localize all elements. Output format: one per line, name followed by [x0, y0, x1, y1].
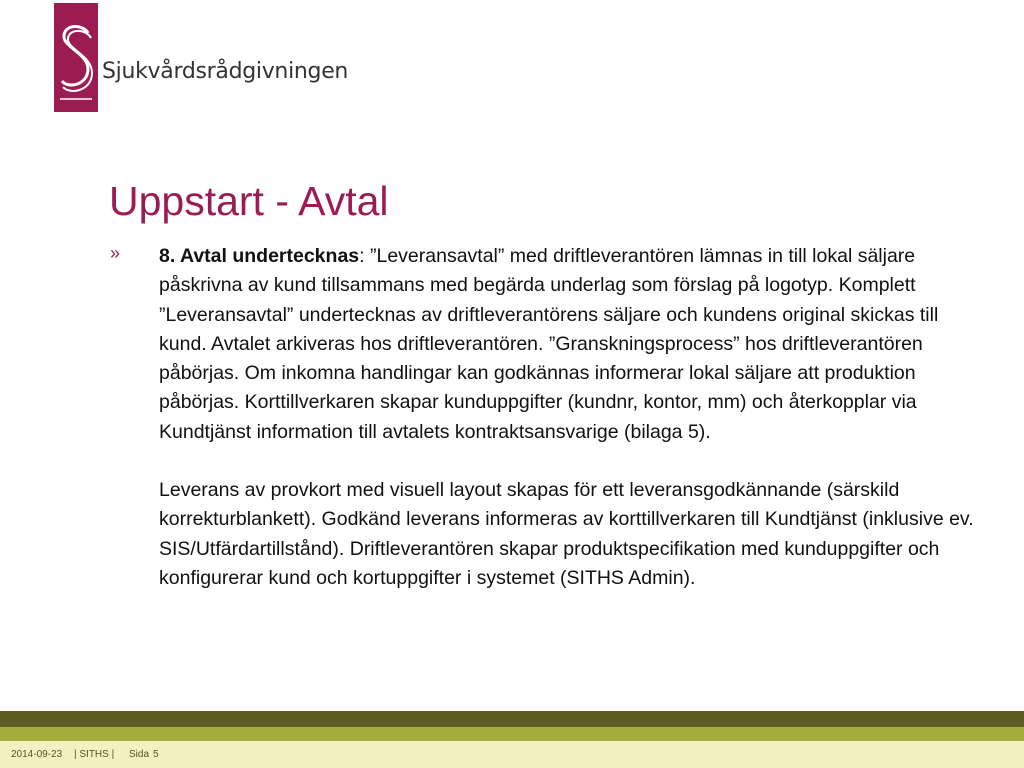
- footer-page-number: 5: [153, 749, 159, 760]
- bullet-item: [108, 242, 978, 593]
- bullet-marker: »: [110, 243, 121, 263]
- logo-s-mark-icon: [54, 3, 98, 112]
- paragraph-1: [159, 242, 978, 447]
- logo-text: Sjukvårdsrådgivningen: [102, 59, 349, 84]
- lead-rest-text: : ”Leveransavtal” med driftleverantören lämnas in till lokal säljare påskrivna av kund tillsammans med begärda underlag som förslag på logotyp. Komplett ”Leveransavtal” undertecknas av driftleverantörens säljare och kundens original skickas till kund. Avtalet arkiveras hos driftleverantören. ”Granskningsprocess” hos driftleverantören påbörjas. Om inkomna handlingar kan godkännas informerar lokal säljare att produktion påbörjas. Korttillverkaren skapar kunduppgifter (kundnr, kontor, mm) och återkopplar via Kundtjänst information till avtalets kontraktsansvarige (bilaga 5).: [159, 245, 939, 443]
- footer-date: 2014-09-23: [11, 749, 63, 760]
- slide-title: Uppstart - Avtal: [109, 178, 389, 224]
- footer-band-dark: [0, 711, 1024, 727]
- lead-bold-text: 8. Avtal undertecknas: [159, 245, 360, 267]
- logo: [54, 3, 354, 115]
- footer-page-label: Sida: [129, 749, 150, 760]
- footer-band-mid: [0, 727, 1024, 741]
- footer-project: | SITHS |: [74, 749, 115, 760]
- paragraph-2: Leverans av provkort med visuell layout skapas för ett leveransgodkännande (särskild korrekturblankett). Godkänd leverans informeras av korttillverkaren till Kundtjänst (inklusive ev. SIS/Utfärdartillstånd). Driftleverantören skapar produktspecifikation med kunduppgifter och konfigurerar kund och kortuppgifter i systemet (SITHS Admin).: [159, 479, 974, 589]
- slide-content: [108, 242, 978, 593]
